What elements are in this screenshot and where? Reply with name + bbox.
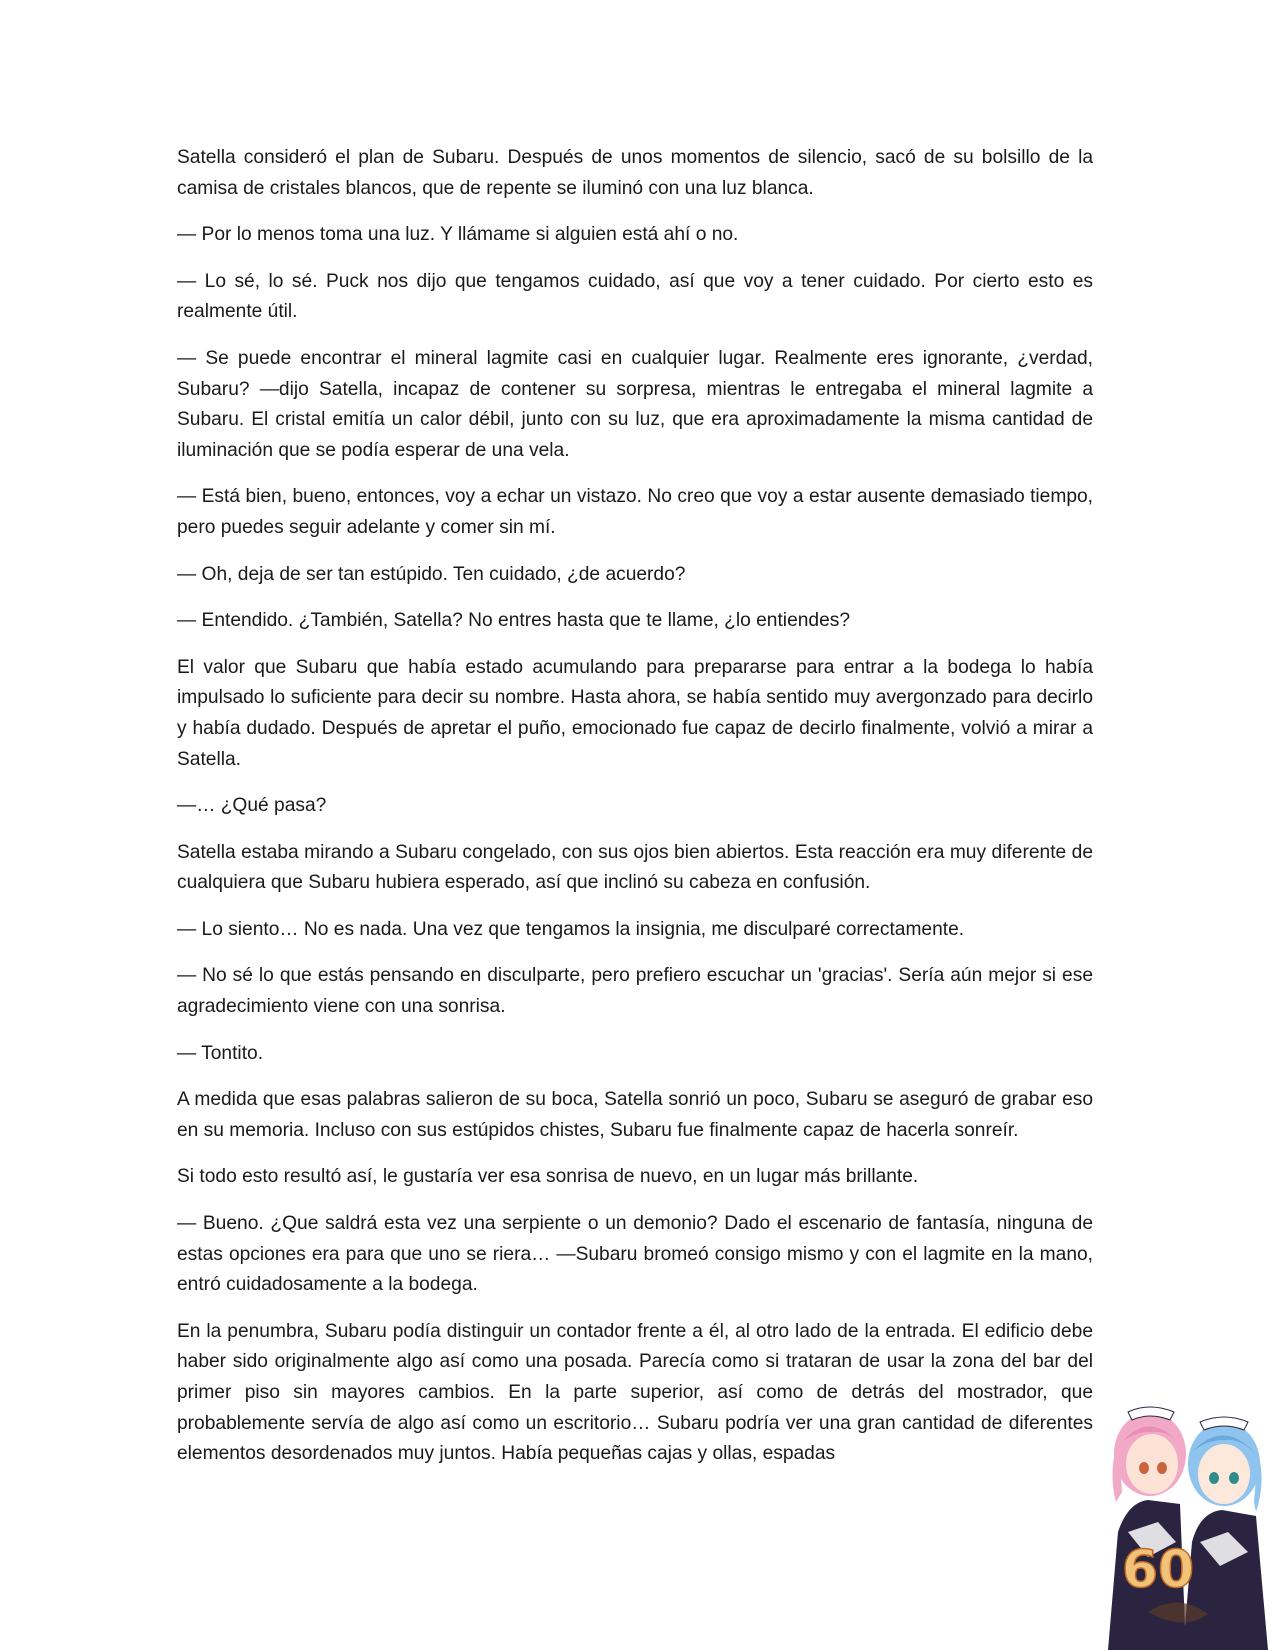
body-text — [177, 143, 1093, 1470]
paragraph: — Lo siento… No es nada. Una vez que tengamos la insignia, me disculparé correctamente. — [177, 918, 965, 940]
corner-illustration — [1088, 1382, 1275, 1650]
paragraph: En la penumbra, Subaru podía distinguir un contador frente a él, al otro lado de la entrada. El edificio debe haber sido originalmente algo así como una posada. Parecía como si trataran de usar la zona del bar del primer piso sin mayores cambios. En la parte superior, así como de detrás del mostrador, que probablemente servía de algo así como un escritorio… Subaru podría ver una gran cantidad de diferentes elementos desordenados muy juntos. Había pequeñas cajas y ollas, espadas — [177, 1320, 1093, 1465]
paragraph: Satella consideró el plan de Subaru. Después de unos momentos de silencio, sacó de su bolsillo de la camisa de cristales blancos, que de repente se iluminó con una luz blanca. — [177, 147, 1093, 199]
paragraph: A medida que esas palabras salieron de su boca, Satella sonrió un poco, Subaru se aseguró de grabar eso en su memoria. Incluso con sus estúpidos chistes, Subaru fue finalmente capaz de hacerla sonreír. — [177, 1089, 1093, 1141]
paragraph: — No sé lo que estás pensando en disculparte, pero prefiero escuchar un 'gracias'. Sería aún mejor si ese agradecimiento viene con una sonrisa. — [177, 965, 1093, 1018]
paragraph: — Oh, deja de ser tan estúpido. Ten cuidado, ¿de acuerdo? — [177, 563, 686, 585]
page-number: 60 — [1121, 1540, 1195, 1600]
paragraph: — Tontito. — [177, 1042, 264, 1064]
paragraph: El valor que Subaru que había estado acumulando para prepararse para entrar a la bodega lo había impulsado lo suficiente para decir su nombre. Hasta ahora, se había sentido muy avergonzado para decirlo y había dudado. Después de apretar el puño, emocionado fue capaz de decirlo finalmente, volvió a mirar a Satella. — [177, 656, 1093, 770]
paragraph: Si todo esto resultó así, le gustaría ver esa sonrisa de nuevo, en un lugar más brillante. — [177, 1166, 919, 1188]
paragraph: — Bueno. ¿Que saldrá esta vez una serpiente o un demonio? Dado el escenario de fantasía, ninguna de estas opciones era para que uno se riera… —Subaru bromeó consigo mismo y con el lagmite en la mano, entró cuidadosamente a la bodega. — [177, 1213, 1093, 1296]
paragraph: — Está bien, bueno, entonces, voy a echar un vistazo. No creo que voy a estar ausente demasiado tiempo, pero puedes seguir adelante y comer sin mí. — [177, 486, 1093, 538]
paragraph: — Se puede encontrar el mineral lagmite casi en cualquier lugar. Realmente eres ignorante, ¿verdad, Subaru? —dijo Satella, incapaz de contener su sorpresa, mientras le entregaba el mineral lagmite a Subaru. El cristal emitía un calor débil, junto con su luz, que era aproximadamente la misma cantidad de iluminación que se podía esperar de una vela. — [177, 347, 1093, 461]
paragraph: — Por lo menos toma una luz. Y llámame si alguien está ahí o no. — [177, 224, 739, 246]
paragraph: — Lo sé, lo sé. Puck nos dijo que tengamos cuidado, así que voy a tener cuidado. Por cierto esto es realmente útil. — [177, 270, 1093, 323]
paragraph: — Entendido. ¿También, Satella? No entres hasta que te llame, ¿lo entiendes? — [177, 610, 851, 632]
paragraph: Satella estaba mirando a Subaru congelado, con sus ojos bien abiertos. Esta reacción era muy diferente de cualquiera que Subaru hubiera esperado, así que inclinó su cabeza en confusión. — [177, 841, 1093, 894]
paragraph: —… ¿Qué pasa? — [177, 795, 327, 817]
